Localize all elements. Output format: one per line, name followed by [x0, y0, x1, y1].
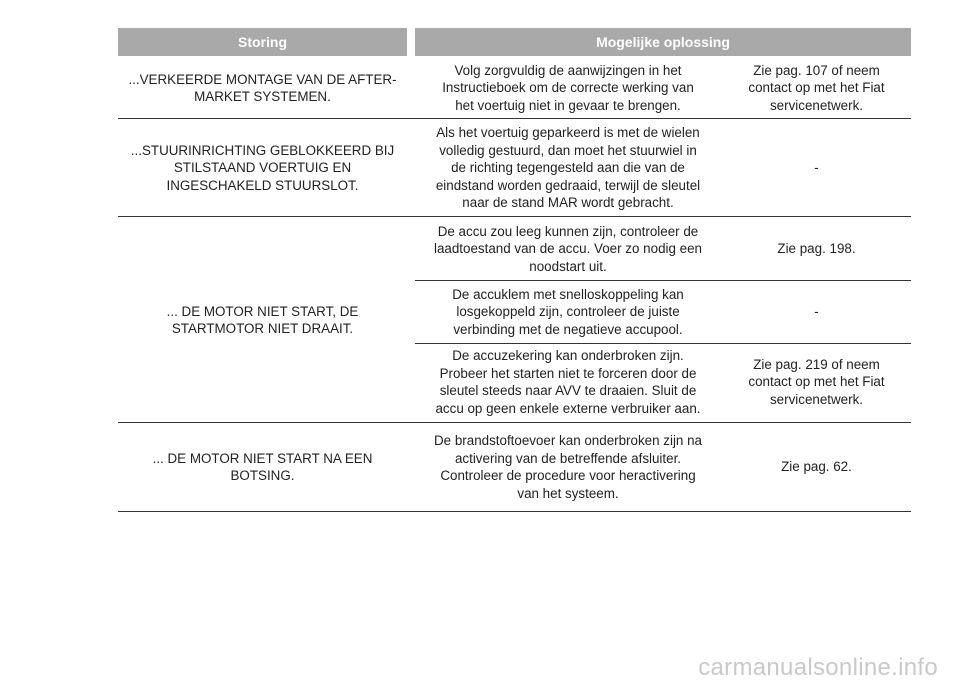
row-2-description: Als het voertuig geparkeerd is met de wielen volledig gestuurd, dan moet het stuurwiel in de richting tegengesteld aan die van de eindstand worden gedraaid, terwijl de sleutel naar de stand MAR wordt gebracht. [435, 125, 701, 211]
sub-row-divider [415, 280, 911, 281]
row-4-storing: ... DE MOTOR NIET START NA EEN BOTSING. [152, 450, 373, 483]
row-3c-description: De accuzekering kan onderbroken zijn. Probeer het starten niet te forceren door de sleutel steeds naar AVV te draaien. Sluit de accu op geen enkele externe verbruiker aan. [435, 348, 701, 416]
row-2-reference: - [814, 160, 819, 176]
row-2-storing: ...STUURINRICHTING GEBLOKKEERD BIJ STILSTAAND VOERTUIG EN INGESCHAKELD STUURSLOT. [130, 142, 395, 193]
row-divider [118, 216, 911, 217]
row-4-description: De brandstoftoevoer kan onderbroken zijn na activering van de betreffende afsluiter. Controleer de procedure voor heractivering van het systeem. [434, 433, 702, 501]
row-1-description: Volg zorgvuldig de aanwijzingen in het Instructieboek om de correcte werking van het voertuig niet in gevaar te brengen. [442, 62, 694, 113]
row-3-storing: ... DE MOTOR NIET START, DE STARTMOTOR NIET DRAAIT. [166, 303, 359, 336]
row-divider [118, 118, 911, 119]
watermark: carmanualsonline.info [698, 654, 938, 681]
row-3a-reference: Zie pag. 198. [777, 241, 856, 257]
row-3a-description: De accu zou leeg kunnen zijn, controleer de laadtoestand van de accu. Voer zo nodig een noodstart uit. [433, 223, 702, 274]
row-1-storing: ...VERKEERDE MONTAGE VAN DE AFTER- MARKET SYSTEMEN. [128, 71, 397, 104]
row-4-reference: Zie pag. 62. [781, 459, 852, 475]
row-1-reference: Zie pag. 107 of neem contact op met het Fiat servicenetwerk. [748, 62, 885, 113]
sub-row-divider [415, 343, 911, 344]
row-divider [118, 511, 911, 512]
column-header-oplossing: Mogelijke oplossing [415, 28, 911, 56]
row-3b-reference: - [814, 304, 819, 320]
row-3c-reference: Zie pag. 219 of neem contact op met het Fiat servicenetwerk. [748, 356, 885, 407]
row-divider [118, 422, 911, 423]
row-3b-description: De accuklem met snelloskoppeling kan losgekoppeld zijn, controleer de juiste verbinding met de negatieve accupool. [452, 286, 684, 337]
column-header-storing: Storing [118, 28, 407, 56]
